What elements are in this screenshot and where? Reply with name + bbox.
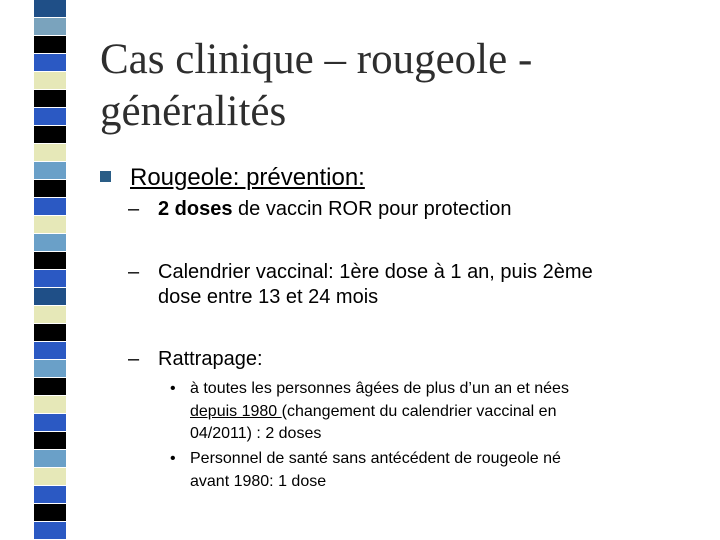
- health-staff-line-1: Personnel de santé sans antécédent de rougeole né: [190, 450, 561, 467]
- title-line-2: généralités: [100, 88, 287, 135]
- underlined-date: depuis 1980: [190, 402, 282, 420]
- bold-prefix: 2 doses: [158, 198, 233, 220]
- stripe-block: [34, 162, 66, 180]
- stripe-block: [34, 360, 66, 378]
- stripe-block: [34, 252, 66, 270]
- dot-bullet-icon: •: [170, 380, 176, 397]
- stripe-block: [34, 234, 66, 252]
- stripe-block: [34, 342, 66, 360]
- stripe-block: [34, 432, 66, 450]
- sub-bullet-rest: de vaccin ROR pour protection: [232, 198, 512, 220]
- stripe-block: [34, 504, 66, 522]
- decorative-stripe: [34, 0, 66, 540]
- stripe-block: [34, 450, 66, 468]
- stripe-block: [34, 108, 66, 126]
- catchup-line-1: à toutes les personnes âgées de plus d’un an et nées: [190, 380, 569, 397]
- catchup-line-3: 04/2011) : 2 doses: [190, 425, 322, 442]
- stripe-block: [34, 378, 66, 396]
- stripe-block: [34, 486, 66, 504]
- stripe-block: [34, 198, 66, 216]
- sub-bullet-text: [158, 260, 698, 310]
- title-line-1: Cas clinique – rougeole -: [100, 36, 533, 83]
- stripe-block: [34, 270, 66, 288]
- stripe-block: [34, 72, 66, 90]
- stripe-block: [34, 54, 66, 72]
- catchup-item-text: [190, 378, 710, 446]
- main-bullet-text: Rougeole: prévention:: [130, 164, 365, 191]
- sub-bullet-text: Rattrapage:: [158, 348, 263, 370]
- stripe-block: [34, 0, 66, 18]
- calendar-line-1: Calendrier vaccinal: 1ère dose à 1 an, puis 2ème: [158, 261, 593, 283]
- stripe-block: [34, 288, 66, 306]
- stripe-block: [34, 180, 66, 198]
- calendar-line-2: dose entre 13 et 24 mois: [158, 286, 379, 308]
- catchup-item-text: [190, 448, 710, 493]
- sub-bullet-text: [158, 197, 698, 222]
- stripe-block: [34, 468, 66, 486]
- health-staff-line-2: avant 1980: 1 dose: [190, 472, 327, 490]
- dash-marker: –: [128, 348, 140, 370]
- stripe-block: [34, 522, 66, 540]
- slide-title: [100, 34, 700, 138]
- stripe-block: [34, 324, 66, 342]
- square-bullet-icon: [100, 171, 111, 182]
- catchup-line-2: [190, 401, 710, 424]
- stripe-block: [34, 306, 66, 324]
- dash-marker: –: [128, 261, 140, 283]
- stripe-block: [34, 414, 66, 432]
- stripe-block: [34, 90, 66, 108]
- stripe-block: [34, 396, 66, 414]
- stripe-block: [34, 216, 66, 234]
- catchup-line-2-rest: (changement du calendrier vaccinal en: [281, 402, 557, 420]
- stripe-block: [34, 36, 66, 54]
- stripe-block: [34, 126, 66, 144]
- dot-bullet-icon: •: [170, 450, 176, 467]
- dash-marker: –: [128, 198, 140, 220]
- stripe-block: [34, 18, 66, 36]
- stripe-block: [34, 144, 66, 162]
